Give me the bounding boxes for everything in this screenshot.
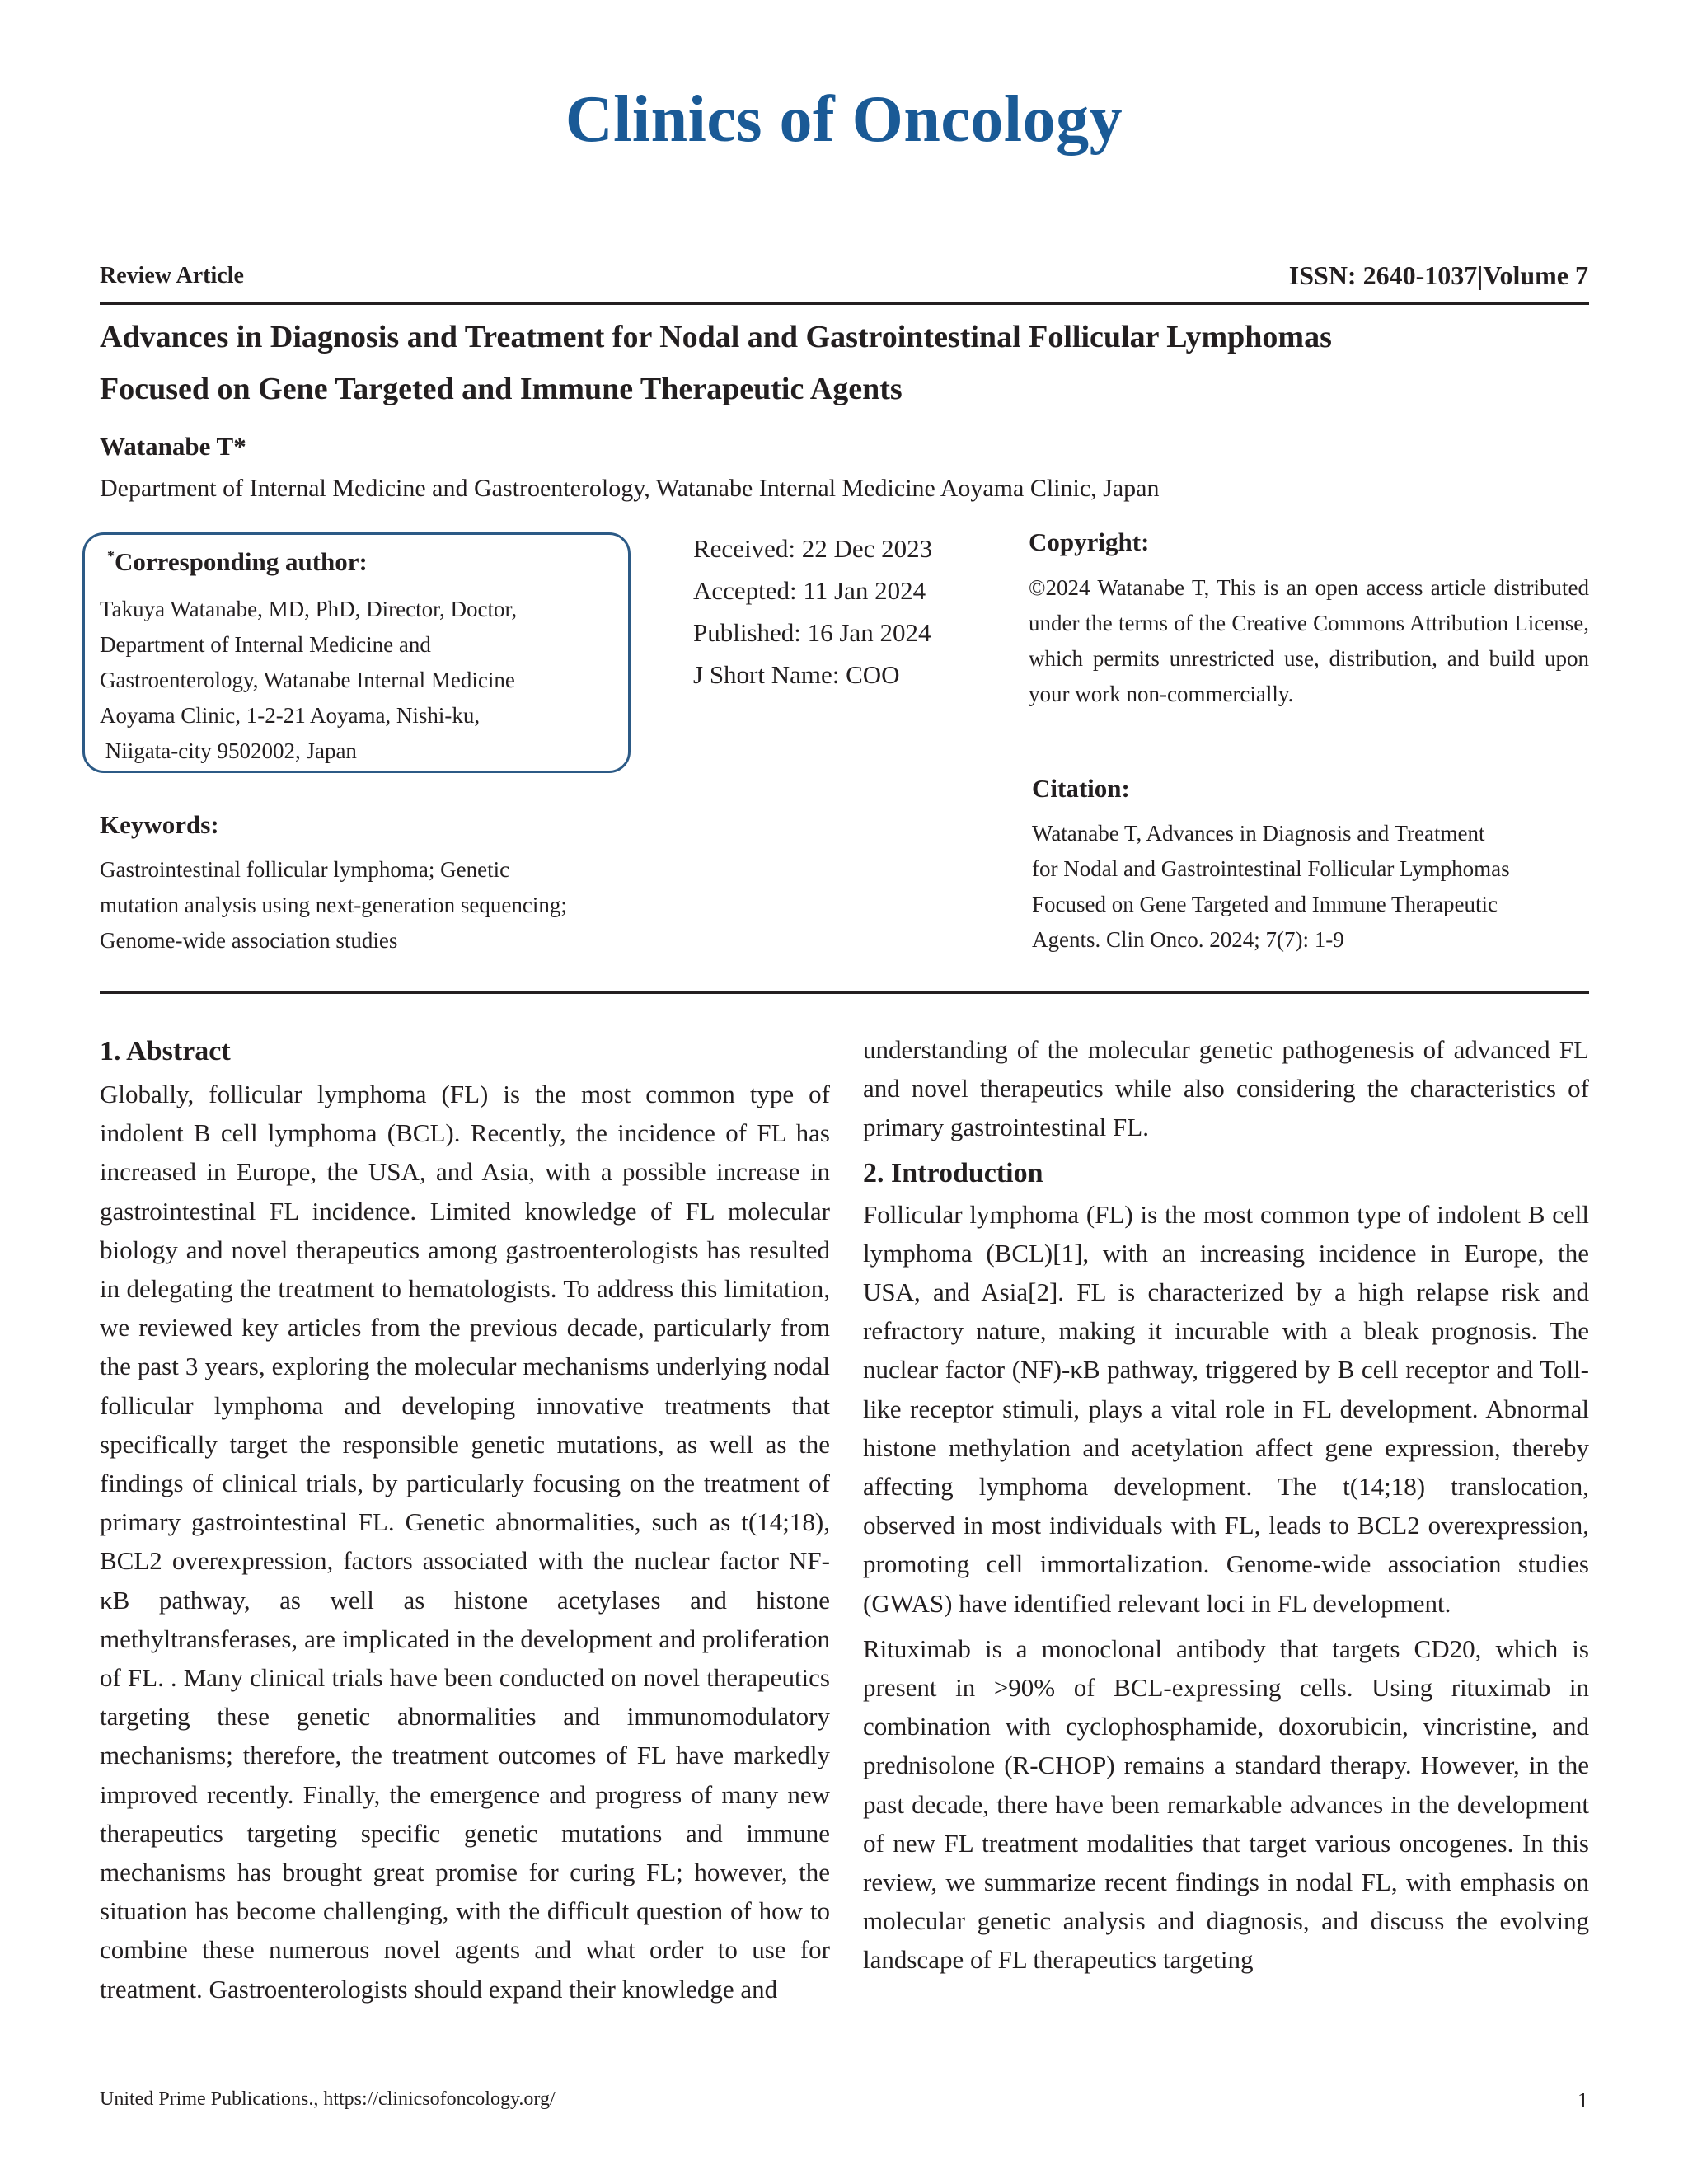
accepted-date: Accepted: 11 Jan 2024 <box>693 576 926 605</box>
affiliation: Department of Internal Medicine and Gastroenterology, Watanabe Internal Medicine Aoyama Clinic, Japan <box>100 475 1160 502</box>
received-date: Received: 22 Dec 2023 <box>693 534 933 563</box>
author: Watanabe T* <box>100 432 246 461</box>
address-line: Niigata-city 9502002, Japan <box>100 738 357 763</box>
copyright-heading: Copyright: <box>1029 527 1150 556</box>
address-line: Gastroenterology, Watanabe Internal Medicine <box>100 668 515 692</box>
address-line: Aoyama Clinic, 1-2-21 Aoyama, Nishi-ku, <box>100 703 481 728</box>
abstract-paragraph: Globally, follicular lymphoma (FL) is the most common type of indolent B cell lymphoma (BCL). Recently, the incidence of FL has increased in Europe, the USA, and Asia, with a possible increase in gastrointestinal FL incidence. Limited knowledge of FL molecular biology and novel therapeutics among gastroenterologists has resulted in delegating the treatment to hematologists. To address this limitation, we reviewed key articles from the previous decade, particularly from the past 3 years, exploring the molecular mechanisms underlying nodal follicular lymphoma and developing innovative treatments that specifically target the responsible genetic mutations, as well as the findings of clinical trials, by particularly focusing on the treatment of primary gastrointestinal FL. Genetic abnormalities, such as t(14;18), BCL2 overexpression, factors associated with the nuclear factor NF-κB pathway, as well as histone acetylases and histone methyltransferases, are implicated in the development and proliferation of FL. . Many clinical trials have been conducted on novel therapeutics targeting these genetic abnormalities and immunomodulatory mechanisms; therefore, the treatment outcomes of FL have markedly improved recently. Finally, the emergence and progress of many new therapeutics targeting specific genetic mutations and immune mechanisms has brought great promise for curing FL; however, the situation has become challenging, with the difficult question of how to combine these numerous novel agents and what order to use for treatment. Gastroenterologists should expand their knowledge and <box>100 1080 830 2004</box>
page-number: 1 <box>1578 2088 1588 2112</box>
article-type: Review Article <box>100 263 244 288</box>
citation-heading: Citation: <box>1032 774 1130 803</box>
keywords-text <box>100 852 660 958</box>
address-line: Takuya Watanabe, MD, PhD, Director, Doctor, <box>100 597 518 621</box>
citation-text <box>1032 816 1592 958</box>
citation-line: Focused on Gene Targeted and Immune Therapeutic <box>1032 892 1498 916</box>
footer-publisher: United Prime Publications., https://clinicsofoncology.org/ <box>100 2088 556 2110</box>
introduction-paragraph: Follicular lymphoma (FL) is the most common type of indolent B cell lymphoma (BCL)[1], with an increasing incidence in Europe, the USA, and Asia[2]. FL is characterized by a high relapse risk and refractory nature, making it incurable with a bleak prognosis. The nuclear factor (NF)-κB pathway, triggered by B cell receptor and Toll-like receptor stimuli, plays a vital role in FL development. Abnormal histone methylation and acetylation affect gene expression, thereby affecting lymphoma development. The t(14;18) translocation, observed in most individuals with FL, leads to BCL2 overexpression, promoting cell immortalization. Genome-wide association studies (GWAS) have identified relevant loci in FL development. <box>863 1199 1589 1618</box>
introduction-paragraph: Rituximab is a monoclonal antibody that targets CD20, which is present in >90% of BCL-expressing cells. Using rituximab in combination with cyclophosphamide, doxorubicin, vincristine, and prednisolone (R-CHOP) remains a standard therapy. However, in the past decade, there have been remarkable advances in the development of new FL treatment modalities that target various oncogenes. In this review, we summarize recent findings in nodal FL, with emphasis on molecular genetic analysis and diagnosis, and discuss the evolving landscape of FL therapeutics targeting <box>863 1633 1589 1975</box>
article-dates <box>693 527 932 696</box>
journal-short-name: J Short Name: COO <box>693 660 900 689</box>
section-heading: 1. Abstract <box>100 1036 231 1066</box>
right-column <box>863 1030 1589 1980</box>
asterisk: * <box>107 547 115 565</box>
copyright-text: ©2024 Watanabe T, This is an open access article distributed under the terms of the Creative Commons Attribution License, which permits unrestricted use, distribution, and build upon your work non-commercially. <box>1029 575 1589 706</box>
issn-volume: ISSN: 2640-1037|Volume 7 <box>1288 260 1588 290</box>
keywords-line: mutation analysis using next-generation sequencing; <box>100 893 567 917</box>
abstract-continuation: understanding of the molecular genetic pathogenesis of advanced FL and novel therapeutics while also considering the characteristics of primary gastrointestinal FL. <box>863 1035 1589 1142</box>
citation-line: Watanabe T, Advances in Diagnosis and Treatment <box>1032 821 1485 846</box>
front-matter-divider <box>100 991 1589 994</box>
heading-text: Corresponding author: <box>115 547 368 576</box>
abstract-body <box>100 1075 830 2008</box>
journal-name: Clinics of Oncology <box>565 83 1123 156</box>
corresponding-author-details <box>100 592 627 769</box>
keywords-line: Genome-wide association studies <box>100 928 398 953</box>
address-line: Department of Internal Medicine and <box>100 632 431 657</box>
keywords-line: Gastrointestinal follicular lymphoma; Genetic <box>100 857 510 882</box>
introduction-heading: 2. Introduction <box>863 1157 1043 1188</box>
article-title <box>100 312 1589 415</box>
published-date: Published: 16 Jan 2024 <box>693 618 931 647</box>
abstract-heading <box>100 1030 231 1073</box>
title-line: Focused on Gene Targeted and Immune Therapeutic Agents <box>100 372 903 406</box>
citation-line: Agents. Clin Onco. 2024; 7(7): 1-9 <box>1032 927 1344 952</box>
citation-line: for Nodal and Gastrointestinal Follicular Lymphomas <box>1032 856 1510 881</box>
corresponding-author-heading <box>107 547 368 577</box>
title-line: Advances in Diagnosis and Treatment for Nodal and Gastrointestinal Follicular Lymphomas <box>100 320 1332 354</box>
header-divider <box>100 302 1589 305</box>
keywords-heading: Keywords: <box>100 810 219 839</box>
